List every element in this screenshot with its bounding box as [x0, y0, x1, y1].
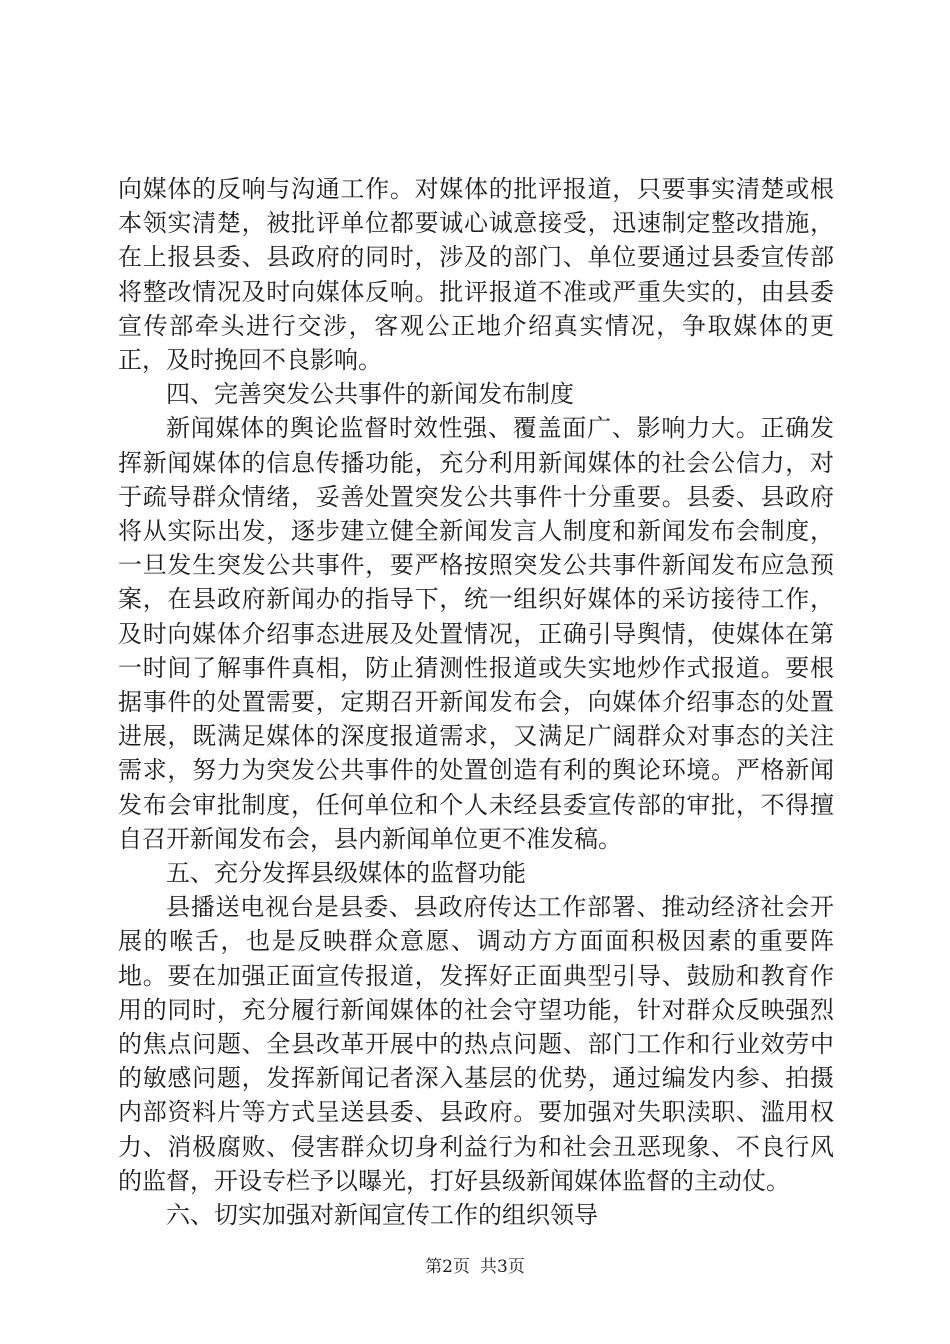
section-heading-6: 六、切实加强对新闻宣传工作的组织领导 [166, 1201, 598, 1230]
section-heading-5: 五、充分发挥县级媒体的监督功能 [166, 859, 526, 888]
paragraph-county-media: 县播送电视台是县委、县政府传达工作部署、推动经济社会开展的喉舌，也是反映群众意愿、调动方方面面积极因素的重要阵地。要在加强正面宣传报道，发挥好正面典型引导、鼓励和教育作用的同时，充分履行新闻媒体的社会守望功能，针对群众反映强烈的焦点问题、全县改革开展中的热点问题、部门工作和行业效劳中的敏感问题，发挥新闻记者深入基层的优势，通过编发内参、拍摄内部资料片等方式呈送县委、县政府。要加强对失职渎职、滥用权力、消极腐败、侵害群众切身利益行为和社会丑恶现象、不良行风的监督，开设专栏予以曝光，打好县级新闻媒体监督的主动仗。 [118, 893, 834, 1195]
page-number: 第2页 [425, 1257, 470, 1277]
paragraph-press-release: 新闻媒体的舆论监督时效性强、覆盖面广、影响力大。正确发挥新闻媒体的信息传播功能，充分利用新闻媒体的社会公信力，对于疏导群众情绪，妥善处置突发公共事件十分重要。县委、县政府将从实际出发，逐步建立健全新闻发言人制度和新闻发布会制度，一旦发生突发公共事件，要严格按照突发公共事件新闻发布应急预案，在县政府新闻办的指导下，统一组织好媒体的采访接待工作，及时向媒体介绍事态进展及处置情况，正确引导舆情，使媒体在第一时间了解事件真相，防止猜测性报道或失实地炒作式报道。要根据事件的处置需要，定期召开新闻发布会，向媒体介绍事态的处置进展，既满足媒体的深度报道需求，又满足广阔群众对事态的关注需求，努力为突发公共事件的处置创造有利的舆论环境。严格新闻发布会审批制度，任何单位和个人未经县委宣传部的审批，不得擅自召开新闻发布会，县内新闻单位更不准发稿。 [118, 414, 834, 853]
page-total: 共3页 [480, 1257, 525, 1277]
paragraph-continuation: 向媒体的反响与沟通工作。对媒体的批评报道，只要事实清楚或根本领实清楚，被批评单位都要诚心诚意接受，迅速制定整改措施，在上报县委、县政府的同时，涉及的部门、单位要通过县委宣传部将整改情况及时向媒体反响。批评报道不准或严重失实的，由县委宣传部牵头进行交涉，客观公正地介绍真实情况，争取媒体的更正，及时挽回不良影响。 [118, 175, 834, 375]
section-heading-4: 四、完善突发公共事件的新闻发布制度 [166, 380, 574, 409]
page-footer [0, 1252, 950, 1277]
document-body [118, 172, 834, 1232]
